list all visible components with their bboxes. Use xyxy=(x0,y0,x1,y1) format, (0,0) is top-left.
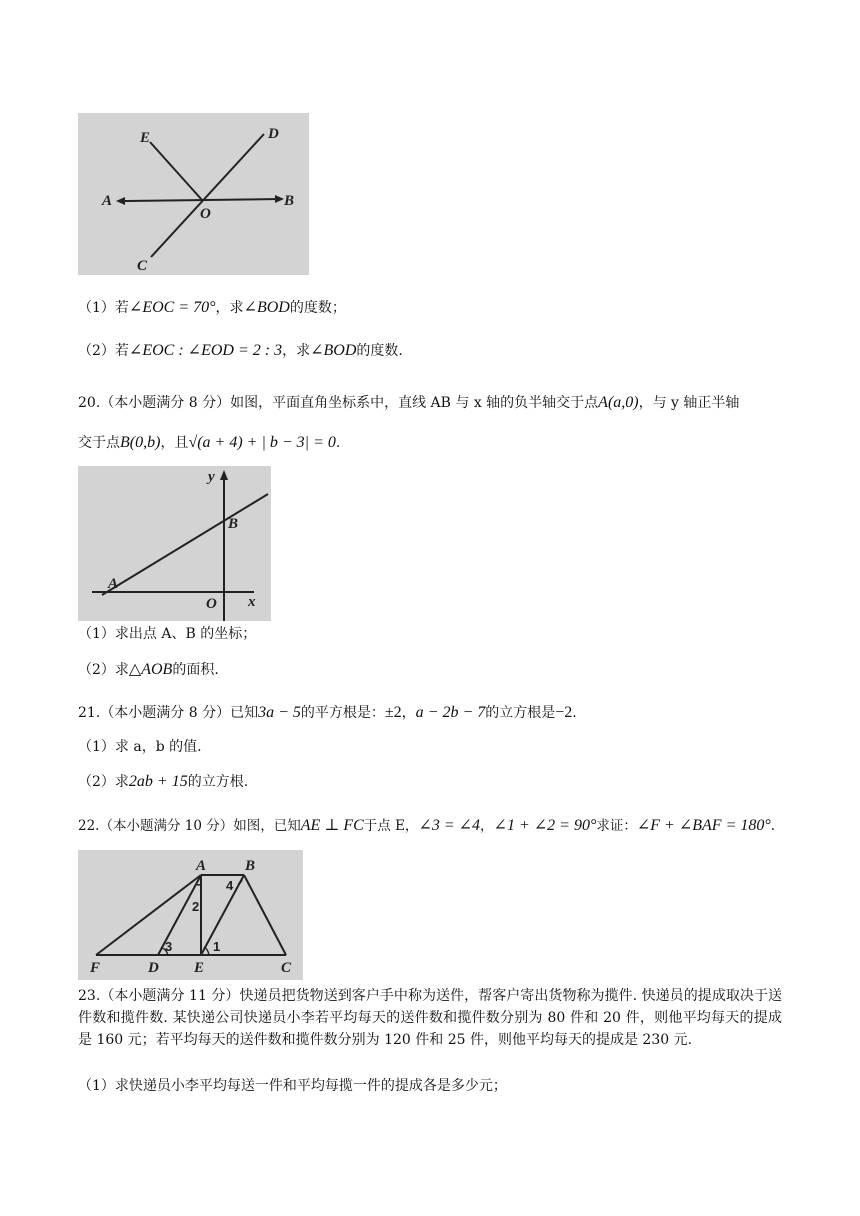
q20-stem-line2: 交于点B(0,b)，且√(a + 4) + | b − 3| = 0. xyxy=(78,434,341,451)
label-O: O xyxy=(206,596,217,612)
figure-coordinate-q20 xyxy=(78,466,271,621)
q23-stem: 23.（本小题满分 11 分）快递员把货物送到客户手中称为送件，帮客户寄出货物称为揽件. 快递员的提成取决于送件数和揽件数. 某快递公司快递员小李若平均每天的送件数和揽件数分别为 80 件和 20 件，则他平均每天的提成是 160 元；若平均每天的送件数和揽件数分别为 120 件和 25 件，则他平均每天的提成是 230 元. xyxy=(78,988,782,1048)
label-A: A xyxy=(102,193,113,209)
figure-geometry-q22 xyxy=(78,850,303,980)
angle-label-2: 2 xyxy=(192,899,200,914)
angle-label-3: 3 xyxy=(165,939,173,954)
q19-part1: （1）若∠EOC = 70°，求∠BOD的度数； xyxy=(78,299,346,316)
label-B: B xyxy=(245,858,256,874)
axis-label-y: y xyxy=(208,469,215,485)
label-B: B xyxy=(284,193,295,209)
q21-part2: （2）求2ab + 15的立方根. xyxy=(78,773,249,790)
math-angle-bod: ∠BOD xyxy=(310,342,357,359)
axis-label-x: x xyxy=(248,594,256,610)
label-A: A xyxy=(108,576,119,592)
q23-part1: （1）求快递员小李平均每送一件和平均每揽一件的提成各是多少元； xyxy=(78,1078,507,1094)
label-E: E xyxy=(140,130,151,146)
math-point-b: B(0,b) xyxy=(120,434,161,451)
label-A: A xyxy=(196,858,207,874)
q21-stem: 21.（本小题满分 8 分）已知3a − 5的平方根是：±2，a − 2b − 7的立方根是−2. xyxy=(78,704,577,721)
math-angle-ratio: ∠EOC : ∠EOD = 2 : 3 xyxy=(128,342,283,359)
q22-stem: 22.（本小题满分 10 分）如图，已知AE ⊥ FC于点 E，∠3 = ∠4，∠1 + ∠2 = 90°求证：∠F + ∠BAF = 180°. xyxy=(78,817,776,834)
q19-part2: （2）若∠EOC : ∠EOD = 2 : 3，求∠BOD的度数. xyxy=(78,342,403,359)
label-D: D xyxy=(268,126,279,142)
label-C: C xyxy=(137,258,148,274)
angle-label-1: 1 xyxy=(213,939,221,954)
label-F: F xyxy=(90,960,101,976)
label-D: D xyxy=(148,960,159,976)
label-B: B xyxy=(228,516,239,532)
q20-part2: （2）求△AOB的面积. xyxy=(78,661,219,678)
math-triangle-aob: △AOB xyxy=(128,661,173,678)
q21-part1: （1）求 a，b 的值. xyxy=(78,739,202,755)
math-angle-eoc: ∠EOC = 70° xyxy=(128,299,216,316)
math-condition: √(a + 4) + | b − 3| = 0 xyxy=(188,434,336,451)
math-point-a: A(a,0) xyxy=(598,394,639,411)
figure-angles-q19 xyxy=(78,113,309,275)
q20-part1: （1）求出点 A、B 的坐标； xyxy=(78,626,257,642)
angle-label-4: 4 xyxy=(226,878,234,893)
label-C: C xyxy=(281,960,292,976)
label-O: O xyxy=(200,206,211,222)
label-E: E xyxy=(194,960,205,976)
q20-stem-line1: 20.（本小题满分 8 分）如图，平面直角坐标系中，直线 AB 与 x 轴的负半轴交于点A(a,0)，与 y 轴正半轴 xyxy=(78,394,740,411)
math-angle-bod: ∠BOD xyxy=(243,299,290,316)
